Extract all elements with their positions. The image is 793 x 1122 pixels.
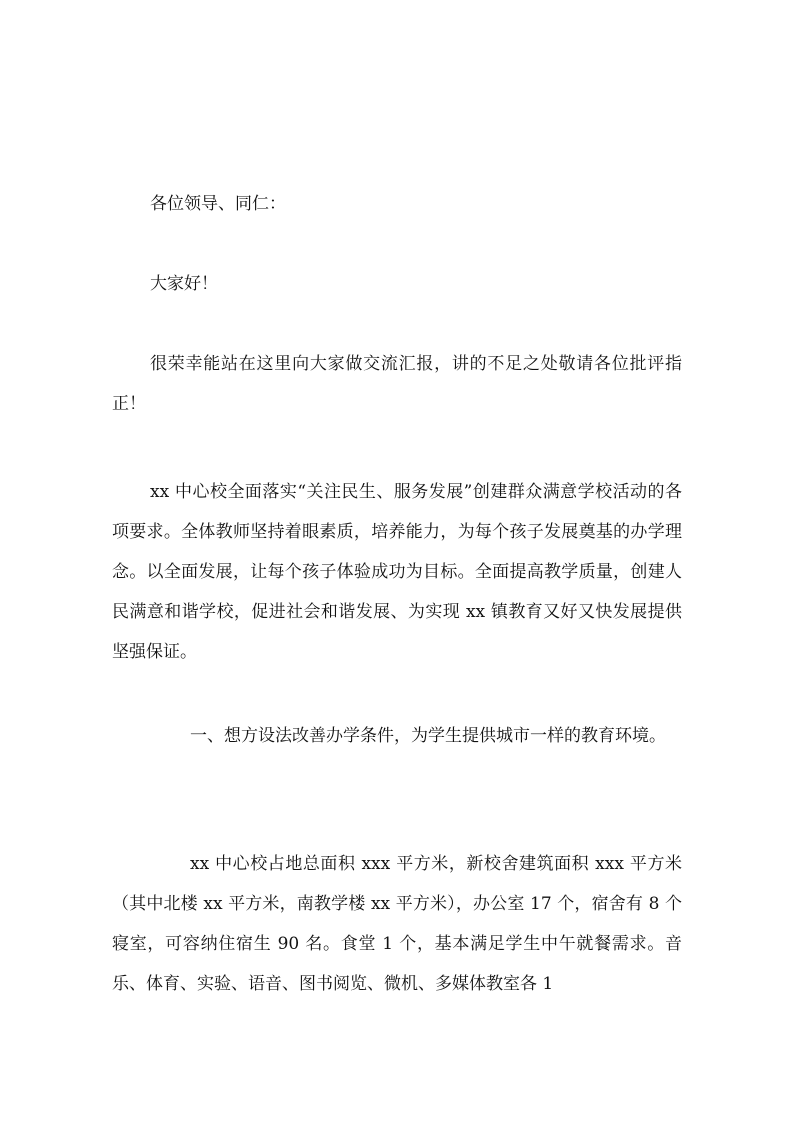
section-heading-1: 一、想方设法改善办学条件，为学生提供城市一样的教育环境。 [190, 726, 666, 746]
intro-paragraph: 很荣幸能站在这里向大家做交流汇报，讲的不足之处敬请各位批评指正！ [112, 354, 682, 414]
greeting-paragraph: 各位领导、同仁： [150, 194, 286, 214]
facilities-paragraph: xx 中心校占地总面积 xxx 平方米，新校舍建筑面积 xxx 平方米（其中北楼 xx 平方米，南教学楼 xx 平方米），办公室 17 个，宿舍有 8 个寝室，可容纳住宿生 90 名。食堂 1 个，基本满足学生中午就餐需求。音乐、体育、实验、语音、图书阅览、微机、多媒体教室各 1 [112, 854, 682, 994]
overview-paragraph: xx 中心校全面落实“关注民生、服务发展”创建群众满意学校活动的各项要求。全体教师坚持着眼素质，培养能力，为每个孩子发展奠基的办学理念。以全面发展，让每个孩子体验成功为目标。全面提高教学质量，创建人民满意和谐学校，促进社会和谐发展、为实现 xx 镇教育又好又快发展提供坚强保证。 [112, 482, 682, 662]
hello-paragraph: 大家好！ [150, 274, 218, 294]
